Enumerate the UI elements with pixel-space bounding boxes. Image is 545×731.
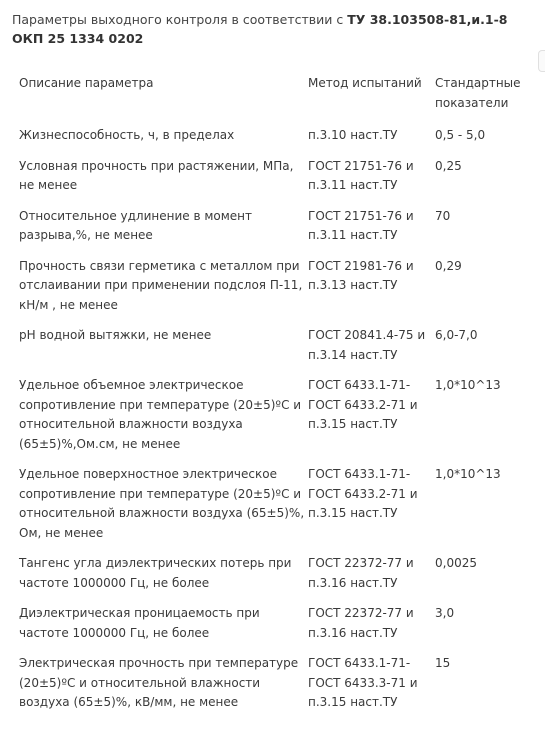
row-description: Диэлектрическая проницаемость при частоте 1000000 Гц, не более	[19, 606, 260, 640]
heading-prefix: Параметры выходного контроля в соответствии с	[12, 12, 348, 27]
row-value: 0,5 - 5,0	[435, 128, 486, 142]
table-row	[19, 604, 545, 654]
row-description: Тангенс угла диэлектрических потерь при частоте 1000000 Гц, не более	[19, 556, 292, 590]
section-heading	[12, 10, 532, 48]
scroll-handle[interactable]	[538, 50, 545, 72]
row-method: ГОСТ 21751-76 и п.3.11 наст.ТУ	[308, 208, 414, 242]
row-value: 0,25	[435, 158, 462, 173]
row-value: 1,0*10^13	[435, 378, 501, 392]
row-value: 0,29	[435, 258, 462, 273]
row-value: 15	[435, 656, 451, 670]
row-description: Удельное объемное электрическое сопротивление при температуре (20±5)ºС и относительной влажности воздуха (65±5)%,Ом.см, не менее	[19, 378, 302, 451]
row-method: ГОСТ 21981-76 и п.3.13 наст.ТУ	[308, 258, 414, 292]
table-row	[19, 157, 545, 207]
table-row	[19, 554, 545, 604]
row-description: Прочность связи герметика с металлом при отслаивании при применении подслоя П-11, кН/м , не менее	[19, 258, 303, 312]
row-method: ГОСТ 22372-77 и п.3.16 наст.ТУ	[308, 556, 414, 590]
row-value: 1,0*10^13	[435, 467, 501, 481]
column-header-standard: Стандартные показатели	[435, 76, 521, 110]
heading-spec: ТУ 38.103508-81,и.1-8 ОКП 25 1334 0202	[12, 12, 508, 46]
row-method: ГОСТ 20841.4-75 и п.3.14 наст.ТУ	[308, 328, 426, 362]
row-description: Жизнеспособность, ч, в пределах	[19, 128, 235, 142]
row-method: п.3.10 наст.ТУ	[308, 128, 398, 142]
table-row	[19, 376, 545, 465]
column-header-description: Описание параметра	[19, 76, 154, 90]
parameters-table	[19, 74, 545, 724]
row-method: ГОСТ 21751-76 и п.3.11 наст.ТУ	[308, 158, 414, 192]
table-row	[19, 126, 545, 157]
row-method: ГОСТ 6433.1-71-ГОСТ 6433.2-71 и п.3.15 наст.ТУ	[308, 378, 418, 431]
row-method: ГОСТ 22372-77 и п.3.16 наст.ТУ	[308, 606, 414, 640]
column-header-method: Метод испытаний	[308, 76, 422, 90]
row-description: Электрическая прочность при температуре (20±5)ºС и относительной влажности воздуха (65±5)%, кВ/мм, не менее	[19, 656, 299, 709]
row-method: ГОСТ 6433.1-71-ГОСТ 6433.2-71 и п.3.15 наст.ТУ	[308, 467, 418, 520]
row-description: Условная прочность при растяжении, МПа, не менее	[19, 158, 294, 192]
table-row	[19, 654, 545, 724]
row-method: ГОСТ 6433.1-71-ГОСТ 6433.3-71 и п.3.15 наст.ТУ	[308, 656, 418, 709]
row-value: 70	[435, 208, 451, 223]
row-description: Относительное удлинение в момент разрыва,%, не менее	[19, 208, 253, 242]
row-value: 3,0	[435, 606, 455, 620]
table-row	[19, 465, 545, 554]
table-row	[19, 326, 545, 376]
table-row	[19, 257, 545, 327]
row-description: Удельное поверхностное электрическое сопротивление при температуре (20±5)ºС и относительной влажности воздуха (65±5)%, Ом, не менее	[19, 467, 305, 540]
table-header-row	[19, 74, 545, 126]
row-value: 0,0025	[435, 556, 477, 570]
row-description: pH водной вытяжки, не менее	[19, 328, 212, 342]
row-value: 6,0-7,0	[435, 328, 478, 342]
table-row	[19, 207, 545, 257]
